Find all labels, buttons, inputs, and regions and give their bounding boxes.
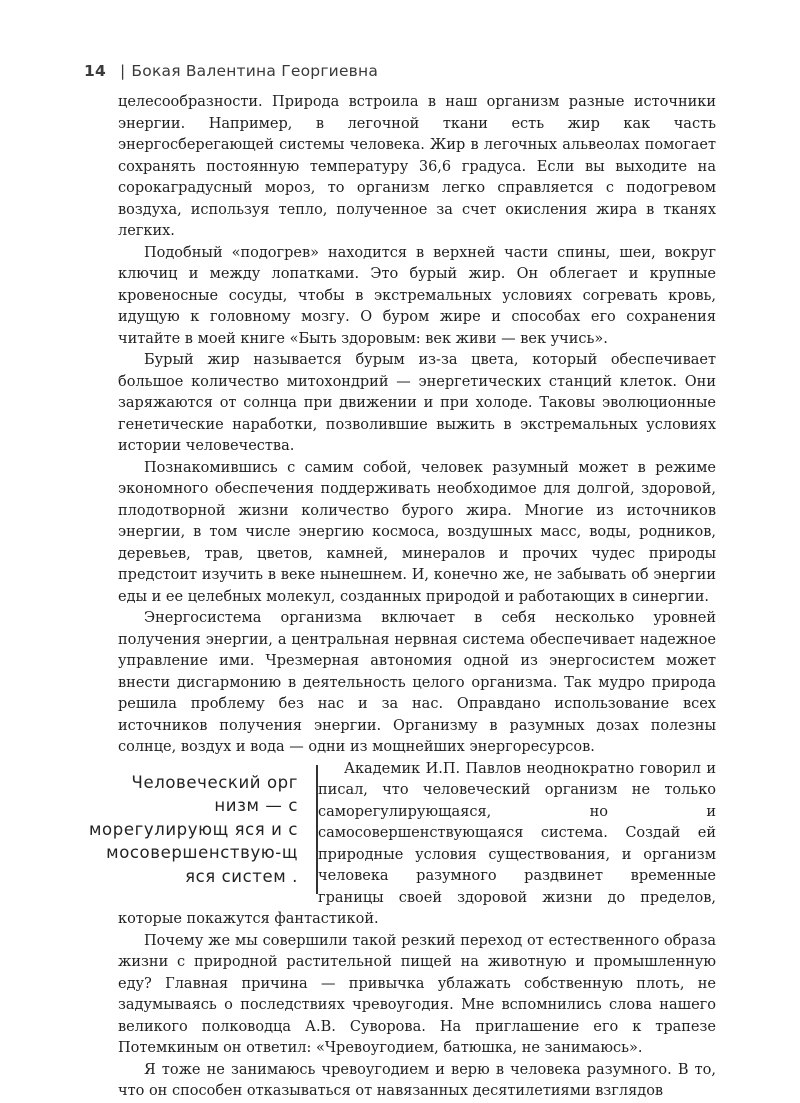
page-number: 14	[84, 62, 106, 80]
paragraph-4: Познакомившись с самим собой, человек разумный может в режиме экономного обеспечения поддерживать необходимое для долгой, здоровой, плодотворной жизни количество бурого жира. Многие из источников энергии, в том числе энергию космоса, воздушных масс, воды, родников, деревьев, трав, цветов, камней, минералов и прочих чудес природы предстоит изучить в веке нынешнем. И, конечно же, не забывать об энергии еды и ее целебных молекул, созданных природой и работающих в синергии.	[118, 459, 716, 605]
body-text	[89, 92, 716, 1103]
paragraph-6: Академик И.П. Павлов неоднократно говорил и писал, что человеческий организм не только саморегулирующаяся, но и самосовершенствующаяся система. Создай ей природные условия существования, и организм человека разумного раздвинет временные границы своей здоровой жизни до пределов, которые покажутся фантастикой.	[118, 760, 716, 927]
header-separator: |	[119, 62, 126, 80]
pull-quote-text: Человеческий орг низм — с морегулирующ яся и с мосовершенствую-щ яся систем .	[89, 772, 298, 886]
paragraph-7: Почему же мы совершили такой резкий переход от естественного образа жизни с природной растительной пищей на животную и промышленную еду? Главная причина — привычка ублажать собственную плоть, не задумываясь о последствиях чревоугодия. Мне вспомнились слова нашего великого полководца А.В. Суворова. На приглашение его к трапезе Потемкиным он ответил: «Чревоугодием, батюшка, не занимаюсь».	[118, 932, 716, 1056]
running-header	[84, 62, 378, 80]
paragraph-5: Энергосистема организма включает в себя несколько уровней получения энергии, а центральная нервная система обеспечивает надежное управление ими. Чрезмерная автономия одной из энергосистем может внести дисгармонию в деятельность целого организма. Так мудро природа решила проблему без нас и за нас. Оправдано использование всех источников получения энергии. Организму в разумных дозах полезны солнце, воздух и вода — одни из мощнейших энергоресурсов.	[118, 610, 716, 755]
paragraph-1: целесообразности. Природа встроила в наш организм разные источники энергии. Например, в легочной ткани есть жир как часть энергосберегающей системы человека. Жир в легочных альвеолах помогает сохранять постоянную температуру 36,6 градуса. Если вы выходите на сорокаградусный мороз, то организм легко справляется с подогревом воздуха, используя тепло, полученное за счет окисления жира в тканях легких.	[118, 94, 716, 239]
header-author: Бокая Валентина Георгиевна	[131, 62, 379, 80]
pull-quote	[82, 765, 318, 895]
paragraph-3: Бурый жир называется бурым из-за цвета, который обеспечивает большое количество митохондрий — энергетических станций клеток. Они заряжаются от солнца при движении и при холоде. Таковы эволюционные генетические наработки, позволившие выжить в экстремальных условиях истории человечества.	[118, 352, 716, 454]
paragraph-2: Подобный «подогрев» находится в верхней части спины, шеи, вокруг ключиц и между лопатками. Это бурый жир. Он облегает и крупные кровеносные сосуды, чтобы в экстремальных условиях согревать кровь, идущую к головному мозгу. О буром жире и способах его сохранения читайте в моей книге «Быть здоровым: век живи — век учись».	[118, 244, 716, 347]
paragraph-8: Я тоже не занимаюсь чревоугодием и верю в человека разумного. В то, что он способен отказываться от навязанных десятилетиями взглядов	[118, 1061, 716, 1099]
